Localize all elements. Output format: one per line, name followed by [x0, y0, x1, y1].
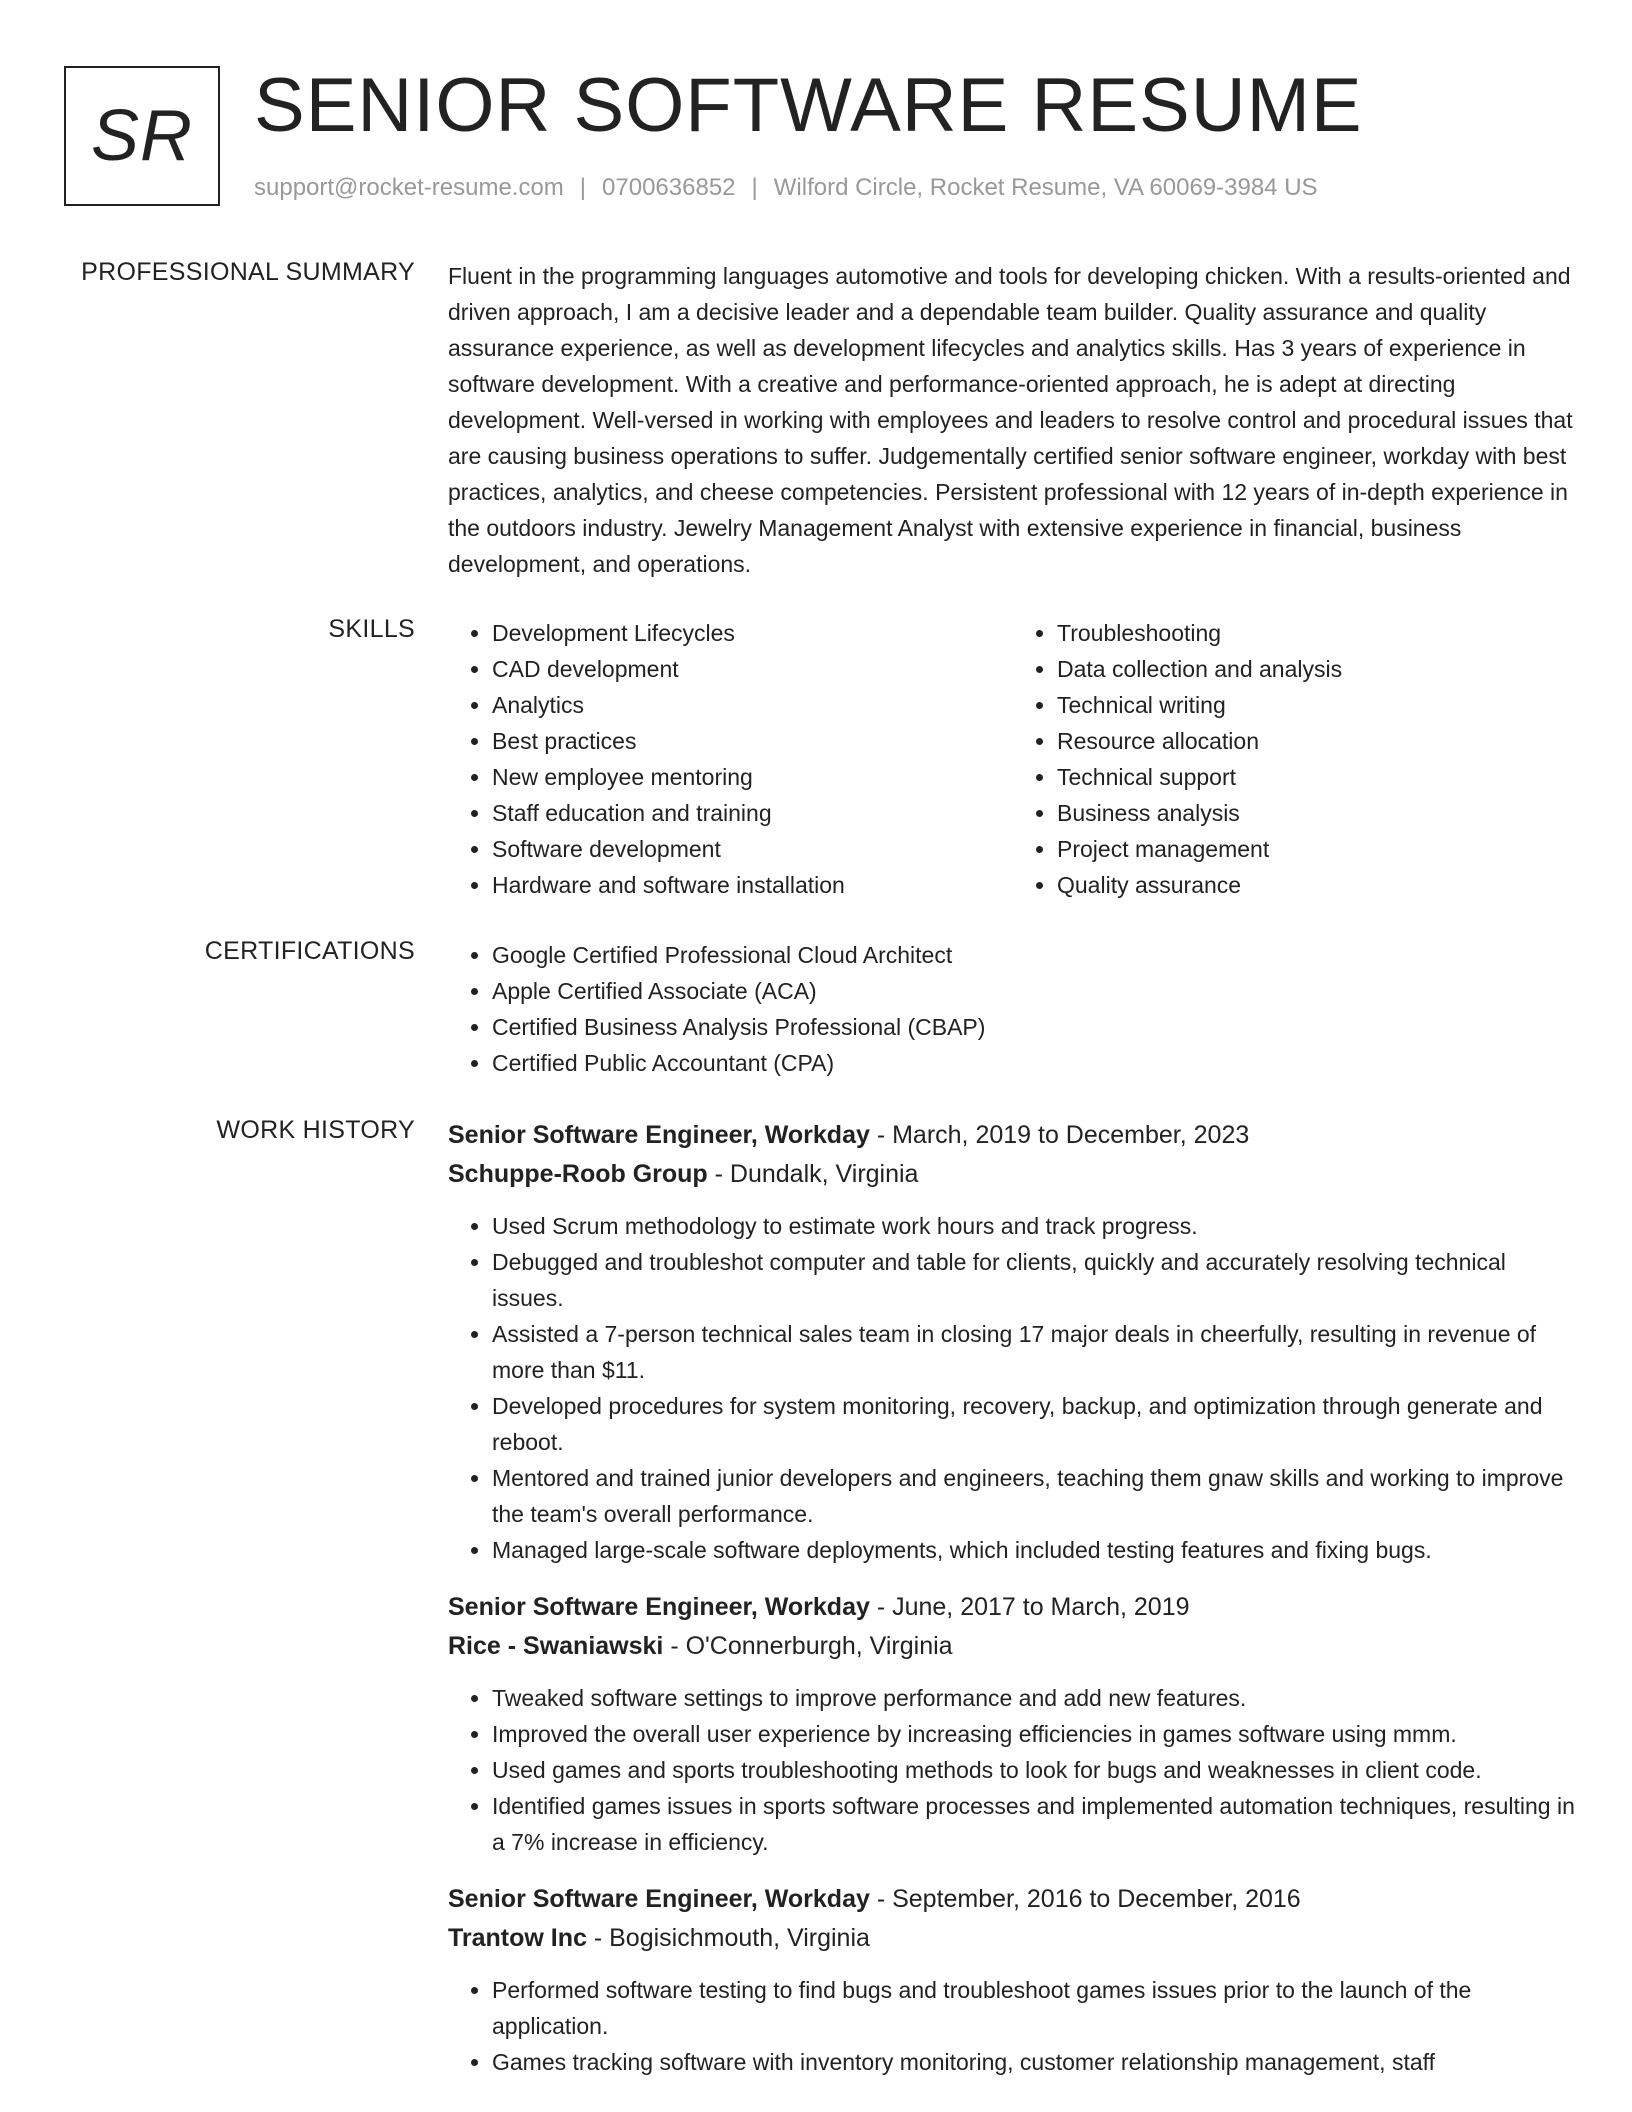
skills-columns	[448, 615, 1578, 903]
skill-item: • Analytics	[492, 687, 1013, 723]
job-company-line	[448, 1627, 1578, 1666]
skills-list-left	[448, 615, 1013, 903]
certifications-list	[448, 937, 1578, 1081]
job-company-line	[448, 1919, 1578, 1958]
skill-item: • New employee mentoring	[492, 759, 1013, 795]
skill-item: • Technical writing	[1057, 687, 1578, 723]
contact-separator: |	[751, 174, 758, 201]
job-role: Senior Software Engineer, Workday	[448, 1593, 870, 1621]
summary-text: Fluent in the programming languages automotive and tools for developing chicken. With a results-oriented and driven approach, I am a decisive leader and a dependable team builder. Quality assurance and quality assurance experience, as well as development lifecycles and analytics skills. Has 3 years of experience in software development. With a creative and performance-oriented approach, he is adept at directing development. Well-versed in working with employees and leaders to resolve control and procedural issues that are causing business operations to suffer. Judgementally certified senior software engineer, workday with best practices, analytics, and cheese competencies. Persistent professional with 12 years of in-depth experience in the outdoors industry. Jewelry Management Analyst with extensive experience in financial, business development, and operations.	[448, 263, 1573, 577]
certifications-body	[448, 937, 1578, 1081]
job-entry	[448, 1588, 1578, 1860]
contact-separator: |	[579, 174, 587, 201]
job-role-line	[448, 1116, 1578, 1155]
contact-line	[254, 174, 1318, 202]
job-bullet: • Mentored and trained junior developers and engineers, teaching them gnaw skills and working to improve the team's overall performance.	[492, 1460, 1578, 1532]
job-bullet: • Used Scrum methodology to estimate work hours and track progress.	[492, 1208, 1578, 1244]
job-dates: - March, 2019 to December, 2023	[869, 1121, 1250, 1149]
monogram-box: SR	[64, 66, 220, 206]
job-bullet: • Developed procedures for system monitoring, recovery, backup, and optimization through generate and reboot.	[492, 1388, 1578, 1460]
job-location: - O'Connerburgh, Virginia	[663, 1632, 953, 1660]
job-bullets	[448, 1680, 1578, 1860]
work-history-body	[448, 1116, 1578, 2100]
job-bullet: • Assisted a 7-person technical sales team in closing 17 major deals in cheerfully, resulting in revenue of more than $11.	[492, 1316, 1578, 1388]
skill-item: • Software development	[492, 831, 1013, 867]
job-bullets	[448, 1972, 1578, 2080]
certification-item: • Certified Business Analysis Professional (CBAP)	[492, 1009, 1578, 1045]
job-location: - Bogisichmouth, Virginia	[586, 1924, 870, 1952]
skill-item: • Hardware and software installation	[492, 867, 1013, 903]
contact-address: Wilford Circle, Rocket Resume, VA 60069-3984 US	[773, 174, 1318, 201]
job-bullet: • Managed large-scale software deployments, which included testing features and fixing bugs.	[492, 1532, 1578, 1568]
skill-item: • CAD development	[492, 651, 1013, 687]
job-bullet: • Improved the overall user experience by increasing efficiencies in games software using mmm.	[492, 1716, 1578, 1752]
section-title-work-history: WORK HISTORY	[216, 1116, 415, 1144]
section-title-skills: SKILLS	[328, 615, 415, 643]
skill-item: • Troubleshooting	[1057, 615, 1578, 651]
certification-item: • Certified Public Accountant (CPA)	[492, 1045, 1578, 1081]
skill-item: • Staff education and training	[492, 795, 1013, 831]
skill-item: • Business analysis	[1057, 795, 1578, 831]
skill-item: • Project management	[1057, 831, 1578, 867]
job-bullet: • Debugged and troubleshot computer and table for clients, quickly and accurately resolving technical issues.	[492, 1244, 1578, 1316]
summary-body	[448, 258, 1578, 582]
job-company: Rice - Swaniawski	[448, 1632, 664, 1660]
job-bullet: • Tweaked software settings to improve performance and add new features.	[492, 1680, 1578, 1716]
skill-item: • Resource allocation	[1057, 723, 1578, 759]
resume-title: SENIOR SOFTWARE RESUME	[254, 63, 1363, 148]
job-entry	[448, 1880, 1578, 2080]
job-role: Senior Software Engineer, Workday	[448, 1121, 870, 1149]
job-role: Senior Software Engineer, Workday	[448, 1885, 870, 1913]
skills-body	[448, 615, 1578, 903]
section-title-summary: PROFESSIONAL SUMMARY	[81, 258, 415, 286]
job-bullet: • Performed software testing to find bugs and troubleshoot games issues prior to the launch of the application.	[492, 1972, 1578, 2044]
skill-item: • Development Lifecycles	[492, 615, 1013, 651]
job-entry	[448, 1116, 1578, 1568]
job-dates: - June, 2017 to March, 2019	[869, 1593, 1190, 1621]
contact-phone: 0700636852	[602, 174, 736, 201]
job-bullet: • Identified games issues in sports software processes and implemented automation techniques, resulting in a 7% increase in efficiency.	[492, 1788, 1578, 1860]
job-bullet: • Used games and sports troubleshooting methods to look for bugs and weaknesses in client code.	[492, 1752, 1578, 1788]
job-bullet: • Games tracking software with inventory monitoring, customer relationship management, staff	[492, 2044, 1578, 2080]
job-bullets	[448, 1208, 1578, 1568]
job-company: Trantow Inc	[448, 1924, 587, 1952]
skill-item: • Quality assurance	[1057, 867, 1578, 903]
section-title-certifications: CERTIFICATIONS	[204, 937, 415, 965]
job-company-line	[448, 1155, 1578, 1194]
job-company: Schuppe-Roob Group	[448, 1160, 708, 1188]
contact-email: support@rocket-resume.com	[254, 174, 564, 201]
job-location: - Dundalk, Virginia	[707, 1160, 919, 1188]
skill-item: • Data collection and analysis	[1057, 651, 1578, 687]
job-role-line	[448, 1588, 1578, 1627]
skills-list-right	[1013, 615, 1578, 903]
skill-item: • Technical support	[1057, 759, 1578, 795]
job-dates: - September, 2016 to December, 2016	[869, 1885, 1301, 1913]
certification-item: • Apple Certified Associate (ACA)	[492, 973, 1578, 1009]
skill-item: • Best practices	[492, 723, 1013, 759]
certification-item: • Google Certified Professional Cloud Architect	[492, 937, 1578, 973]
job-role-line	[448, 1880, 1578, 1919]
